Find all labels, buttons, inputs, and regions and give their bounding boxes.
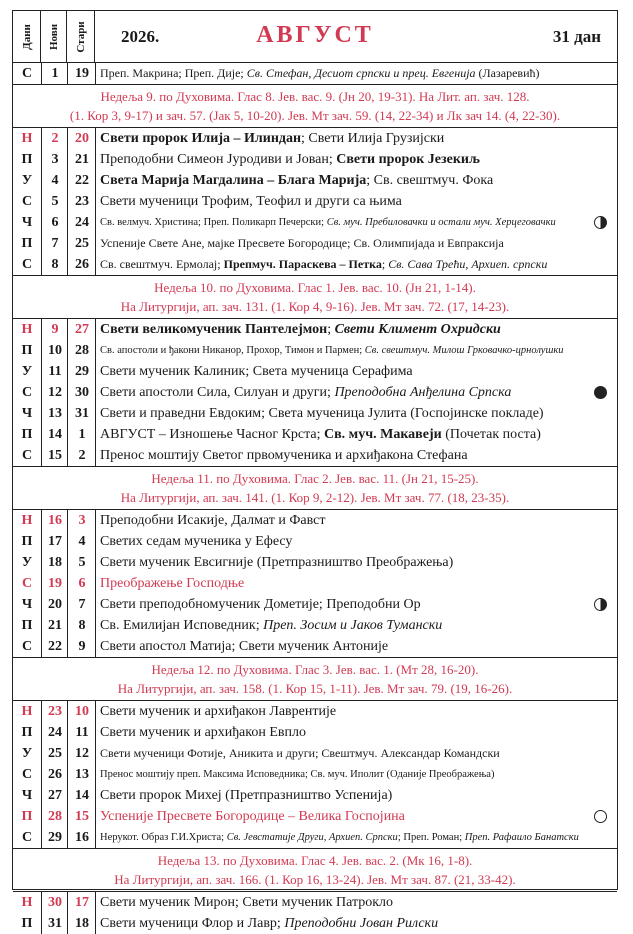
year-label: 2026. [121,27,160,46]
saints-text-part: Препмуч. Параскева – Петка [223,257,382,271]
weekday-cell: Ч [21,406,33,421]
week-reading-block [13,275,617,319]
saints-text-part: Свети мученик и архиђакон Евпло [100,725,306,740]
saints-text [95,403,617,424]
week-reading-line: Недеља 13. по Духовима. Глас 4. Јев. вас. 2. (Мк 16, 1-8). [157,853,473,868]
saints-text-part: (Лазаревић) [475,66,540,80]
weekday-cell: У [21,364,33,379]
old-date-cell: 21 [67,149,96,170]
new-date-cell: 28 [41,806,68,827]
saints-text-part: Свети пророк Језекиљ [336,152,480,167]
week-reading-line: На Литургији, ап. зач. 158. (1. Кор 15, 1-11). Јев. Мт зач. 79. (19, 16-26). [117,681,513,696]
saints-text [95,594,617,615]
saints-text [95,319,617,340]
saints-text-part: ; Свети Илија Грузијски [301,131,445,146]
calendar-rows [13,63,617,934]
new-date-cell: 20 [41,594,68,615]
old-date-cell: 18 [67,913,96,934]
saints-text-part: Свети мученик Калиник; Света мученица Серафима [100,364,413,379]
saints-text-part: ; [327,322,335,337]
new-date-cell: 21 [41,615,68,636]
saints-text-part: Преп. Зосим и Јаков Тумански [263,618,443,633]
saints-text-part: Преп. Рафаило Банатски [464,832,579,843]
new-date-cell: 7 [41,233,68,254]
saints-text-part: Свети Климент Охридски [334,322,501,337]
old-date-cell: 9 [67,636,96,657]
weekday-cell: С [21,385,33,400]
old-date-cell: 30 [67,382,96,403]
saints-text [95,615,617,636]
new-date-cell: 12 [41,382,68,403]
saints-text [95,233,617,254]
saints-text-part: Св. муч. Макавеји [324,427,442,442]
day-row [13,743,617,764]
new-date-cell: 10 [41,340,68,361]
old-date-cell: 20 [67,128,96,149]
day-row [13,445,617,466]
saints-text-part: Свети мученик Евсигније (Претпразништво Преображења) [100,555,454,570]
saints-text-part: Преподобни Јован Рилски [284,916,439,931]
new-date-cell: 22 [41,636,68,657]
saints-text [95,913,617,934]
saints-text [95,573,617,594]
day-row [13,892,617,913]
old-date-cell: 5 [67,552,96,573]
saints-text [95,892,617,913]
weekday-cell: Ч [21,597,33,612]
saints-text [95,701,617,722]
new-date-cell: 11 [41,361,68,382]
new-date-cell: 16 [41,510,68,531]
weekday-cell: П [21,152,33,167]
weekday-cell: У [21,173,33,188]
saints-text [95,191,617,212]
new-date-cell: 27 [41,785,68,806]
day-row [13,764,617,785]
saints-text-part: Преп. Макрина; Преп. Дије; [100,66,247,80]
saints-text-part: Преображење Господње [100,576,245,591]
saints-text-part: Светих седам мученика у Ефесу [100,534,293,549]
saints-text [95,424,617,445]
week-reading-block [13,84,617,128]
saints-text-part: Свети великомученик Пантелејмон [100,322,328,337]
new-date-cell: 4 [41,170,68,191]
saints-text-part: Св. свештмуч. Ермолај; [100,257,224,271]
saints-text-part: ; [381,257,389,271]
saints-text-part: ; Св. свештмуч. Фока [366,173,494,188]
day-row [13,382,617,403]
old-date-cell: 6 [67,573,96,594]
column-label-new: Нови [47,23,60,51]
day-row [13,827,617,848]
old-date-cell: 14 [67,785,96,806]
old-date-cell: 8 [67,615,96,636]
weekday-cell: С [21,194,33,209]
day-row [13,424,617,445]
new-date-cell: 18 [41,552,68,573]
weekday-cell: П [21,725,33,740]
new-date-cell: 1 [41,63,68,84]
new-date-cell: 3 [41,149,68,170]
days-count: 31 дан [552,27,601,46]
day-row [13,149,617,170]
calendar-header [13,11,617,63]
weekday-cell: П [21,916,33,931]
old-date-cell: 2 [67,445,96,466]
day-row [13,361,617,382]
saints-text-part: Св. Стефан, Десиот српски и прец. Евгенија [246,66,476,80]
week-reading-line: На Литургији, ап. зач. 131. (1. Кор 4, 9-16). Јев. Мт зач. 72. (17, 14-23). [120,299,510,314]
saints-text-part: Пренос моштију преп. Максима Исповедника; Св. муч. Иполит (Оданије Преображења) [100,769,495,780]
old-date-cell: 26 [67,254,96,275]
old-date-cell: 29 [67,361,96,382]
old-date-cell: 16 [67,827,96,848]
saints-text-part: Св. муч. Пребиловачки и остали муч. Херцеговачки [326,217,556,228]
saints-text [95,764,617,785]
day-row [13,63,617,84]
new-date-cell: 2 [41,128,68,149]
day-row [13,233,617,254]
day-row [13,636,617,657]
saints-text [95,149,617,170]
day-row [13,128,617,149]
old-date-cell: 15 [67,806,96,827]
old-date-cell: 10 [67,701,96,722]
week-reading-line: Недеља 10. по Духовима. Глас 1. Јев. вас. 10. (Јн 21, 1-14). [154,280,476,295]
saints-text-part: Успеније Пресвете Богородице – Велика Госпојина [100,809,405,824]
saints-text [95,722,617,743]
saints-text-part: Свети мученици Трофим, Теофил и други са њима [100,194,402,209]
saints-text [95,445,617,466]
week-reading-block [13,848,617,892]
week-reading-line: На Литургији, ап. зач. 141. (1. Кор 9, 2-12). Јев. Мт зач. 77. (18, 23-35). [120,490,510,505]
day-row [13,913,617,934]
saints-text-part: Св. велмуч. Христина; Преп. Поликарп Печерски; [100,217,327,228]
day-row [13,573,617,594]
moon-phase-full-icon [594,386,607,399]
new-date-cell: 6 [41,212,68,233]
weekday-cell: С [21,830,33,845]
day-row [13,340,617,361]
column-label-old: Стари [74,21,87,53]
saints-text [95,212,617,233]
day-row [13,254,617,275]
old-date-cell: 13 [67,764,96,785]
old-date-cell: 12 [67,743,96,764]
new-date-cell: 13 [41,403,68,424]
weekday-cell: П [21,618,33,633]
saints-text-part: Успеније Свете Ане, мајке Пресвете Богородице; Св. Олимпијада и Евпраксија [100,236,504,250]
new-date-cell: 29 [41,827,68,848]
day-row [13,701,617,722]
saints-text [95,806,617,827]
moon-phase-new-icon [594,810,607,823]
saints-text-part: Свети пророк Михеј (Претпразништво Успенија) [100,788,393,803]
day-row [13,615,617,636]
old-date-cell: 27 [67,319,96,340]
saints-text-part: (Почетак поста) [441,427,541,442]
old-date-cell: 1 [67,424,96,445]
old-date-cell: 25 [67,233,96,254]
weekday-cell: С [21,639,33,654]
saints-text-part: Свети преподобномученик Дометије; Преподобни Ор [100,597,421,612]
weekday-cell: У [21,555,33,570]
saints-text-part: Свети мученици Фотије, Аникита и други; Свештмуч. Александар Командски [100,746,500,760]
day-row [13,170,617,191]
week-reading-line: Недеља 9. по Духовима. Глас 8. Јев. вас. 9. (Јн 20, 19-31). На Лит. ап. зач. 128. [100,89,530,104]
day-row [13,531,617,552]
saints-text-part: ; Преп. Роман; [397,832,465,843]
saints-text [95,743,617,764]
saints-text [95,552,617,573]
old-date-cell: 22 [67,170,96,191]
saints-text [95,785,617,806]
weekday-cell: П [21,809,33,824]
saints-text [95,636,617,657]
weekday-cell: Н [21,322,33,337]
saints-text-part: Нерукот. Образ Г.И.Христа; [100,832,227,843]
new-date-cell: 8 [41,254,68,275]
new-date-cell: 17 [41,531,68,552]
saints-text-part: Пренос моштију Светог првомученика и архиђакона Стефана [100,448,468,463]
saints-text [95,170,617,191]
weekday-cell: Н [21,131,33,146]
saints-text-part: Св. Емилијан Исповедник; [100,618,264,633]
new-date-cell: 19 [41,573,68,594]
weekday-cell: Н [21,704,33,719]
new-date-cell: 24 [41,722,68,743]
saints-text [95,827,617,848]
new-date-cell: 26 [41,764,68,785]
saints-text-part: Св. апостоли и ђакони Никанор, Прохор, Тимон и Пармен; [100,345,365,356]
new-date-cell: 25 [41,743,68,764]
weekday-cell: Н [21,513,33,528]
old-date-cell: 7 [67,594,96,615]
moon-phase-half-icon [594,216,607,229]
old-date-cell: 11 [67,722,96,743]
saints-text [95,340,617,361]
month-title: АВГУСТ [256,22,374,48]
new-date-cell: 14 [41,424,68,445]
weekday-cell: С [21,66,33,81]
day-row [13,510,617,531]
weekday-cell: Ч [21,215,33,230]
weekday-cell: У [21,746,33,761]
saints-text-part: Свети мученик Мирон; Свети мученик Патрокло [100,895,394,910]
saints-text-part: Преподобна Анђелина Српска [334,385,512,400]
old-date-cell: 28 [67,340,96,361]
old-date-cell: 3 [67,510,96,531]
new-date-cell: 15 [41,445,68,466]
saints-text-part: Света Марија Магдалина – Блага Марија [100,173,367,188]
calendar-page [12,10,618,931]
day-row [13,552,617,573]
saints-text-part: Свети мученици Флор и Лавр; [100,916,285,931]
saints-text-part: Преподобни Исакије, Далмат и Фавст [100,513,326,528]
saints-text-part: Св. Сава Трећи, Архиеп. српски [388,257,548,271]
week-reading-block [13,466,617,510]
weekday-cell: П [21,343,33,358]
week-reading-line: (1. Кор 3, 9-17) и зач. 57. (Јак 5, 10-20). Јев. Мт зач. 59. (14, 22-34) и Лк зач 14. (4, 22-30). [69,108,561,123]
day-row [13,722,617,743]
day-row [13,594,617,615]
old-date-cell: 31 [67,403,96,424]
old-date-cell: 19 [67,63,96,84]
old-date-cell: 23 [67,191,96,212]
weekday-cell: П [21,236,33,251]
saints-text [95,510,617,531]
saints-text [95,361,617,382]
old-date-cell: 17 [67,892,96,913]
saints-text [95,254,617,275]
saints-text-part: Свети апостоли Сила, Силуан и други; [100,385,335,400]
week-reading-line: Недеља 12. по Духовима. Глас 3. Јев. вас. 1. (Мт 28, 16-20). [151,662,479,677]
saints-text-part: Свети пророк Илија – Илиндан [100,131,302,146]
day-row [13,319,617,340]
weekday-cell: Ч [21,788,33,803]
old-date-cell: 4 [67,531,96,552]
week-reading-line: На Литургији, ап. зач. 166. (1. Кор 16, 13-24). Јев. Мт зач. 87. (21, 33-42). [114,872,516,887]
weekday-cell: С [21,767,33,782]
day-row [13,212,617,233]
week-reading-line: Недеља 11. по Духовима. Глас 2. Јев. вас. 11. (Јн 21, 15-25). [151,471,479,486]
saints-text [95,531,617,552]
week-reading-block [13,657,617,701]
day-row [13,806,617,827]
weekday-cell: С [21,257,33,272]
saints-text [95,63,617,84]
new-date-cell: 5 [41,191,68,212]
old-date-cell: 24 [67,212,96,233]
saints-text [95,128,617,149]
column-label-days: Дани [20,24,33,50]
saints-text-part: Свети мученик и архиђакон Лаврентије [100,704,337,719]
weekday-cell: С [21,576,33,591]
saints-text-part: Св. Јевстатије Други, Архиеп. Српски [226,832,398,843]
new-date-cell: 30 [41,892,68,913]
saints-text [95,382,617,403]
day-row [13,785,617,806]
day-row [13,191,617,212]
new-date-cell: 23 [41,701,68,722]
saints-text-part: АВГУСТ – Изношење Часног Крста; [100,427,325,442]
new-date-cell: 9 [41,319,68,340]
new-date-cell: 31 [41,913,68,934]
saints-text-part: Свети и праведни Евдоким; Света мученица Јулита (Госпојинске покладе) [100,406,544,421]
saints-text-part: Св. свештмуч. Милош Грковачко-црнолушки [364,345,564,356]
moon-phase-half-icon [594,598,607,611]
weekday-cell: П [21,427,33,442]
saints-text-part: Свети апостол Матија; Свети мученик Антоније [100,639,389,654]
day-row [13,403,617,424]
weekday-cell: С [21,448,33,463]
weekday-cell: Н [21,895,33,910]
saints-text-part: Преподобни Симеон Јуродиви и Јован; [100,152,337,167]
weekday-cell: П [21,534,33,549]
